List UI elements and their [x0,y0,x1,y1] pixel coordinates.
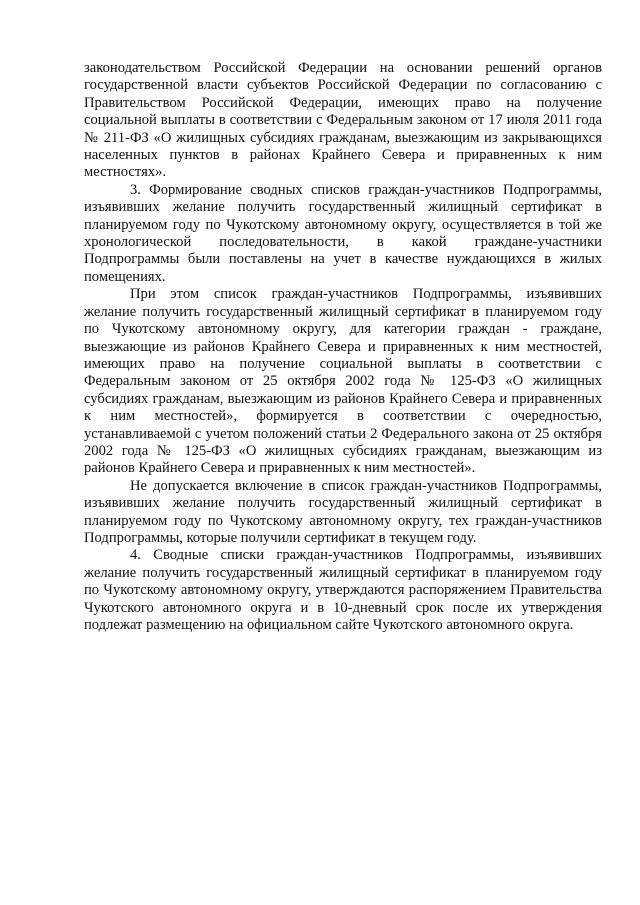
paragraph-exclusion: Не допускается включение в список граждан-участников Подпрограммы, изъявивших желание получить государственный жилищный сертификат в планируемом году по Чукотскому автономному округу, тех граждан-участников Подпрограммы, которые получили сертификат в текущем году. [84,477,602,546]
paragraph-item-4: 4. Сводные списки граждан-участников Подпрограммы, изъявивших желание получить государственный жилищный сертификат в планируемом году по Чукотскому автономному округу, утверждаются распоряжением Правительства Чукотского автономного округа и в 10-дневный срок после их утверждения подлежат размещению на официальном сайте Чукотского автономного округа. [84,547,602,633]
paragraph-list-order: При этом список граждан-участников Подпрограммы, изъявивших желание получить государственный жилищный сертификат в планируемом году по Чукотскому автономному округу, для категории граждан - граждане, выезжающие из районов Крайнего Севера и приравненных к ним местностей, имеющих право на получение социальной выплаты в соответствии с Федеральным законом от 25 октября 2002 года № 125-ФЗ «О жилищных субсидиях гражданам, выезжающим из районов Крайнего Севера и приравненных к ним местностей», формируется в соответствии с очередностью, устанавливаемой с учетом положений статьи 2 Федерального закона от 25 октября 2002 года № 125-ФЗ «О жилищных субсидиях гражданам, выезжающим из районов Крайнего Севера и приравненных к ним местностей». [84,286,602,477]
document-body [84,60,602,634]
paragraph-item-3: 3. Формирование сводных списков граждан-участников Подпрограммы, изъявивших желание получить государственный жилищный сертификат в планируемом году по Чукотскому автономному округу, осуществляется в той же хронологической последовательности, в какой граждане-участники Подпрограммы были поставлены на учет в качестве нуждающихся в жилых помещениях. [84,181,602,285]
paragraph-continuation: законодательством Российской Федерации на основании решений органов государственной власти субъектов Российской Федерации по согласованию с Правительством Российской Федерации, имеющих право на получение социальной выплаты в соответствии с Федеральным законом от 17 июля 2011 года № 211-ФЗ «О жилищных субсидиях гражданам, выезжающим из закрывающихся населенных пунктов в районах Крайнего Севера и приравненных к ним местностях». [84,60,602,181]
